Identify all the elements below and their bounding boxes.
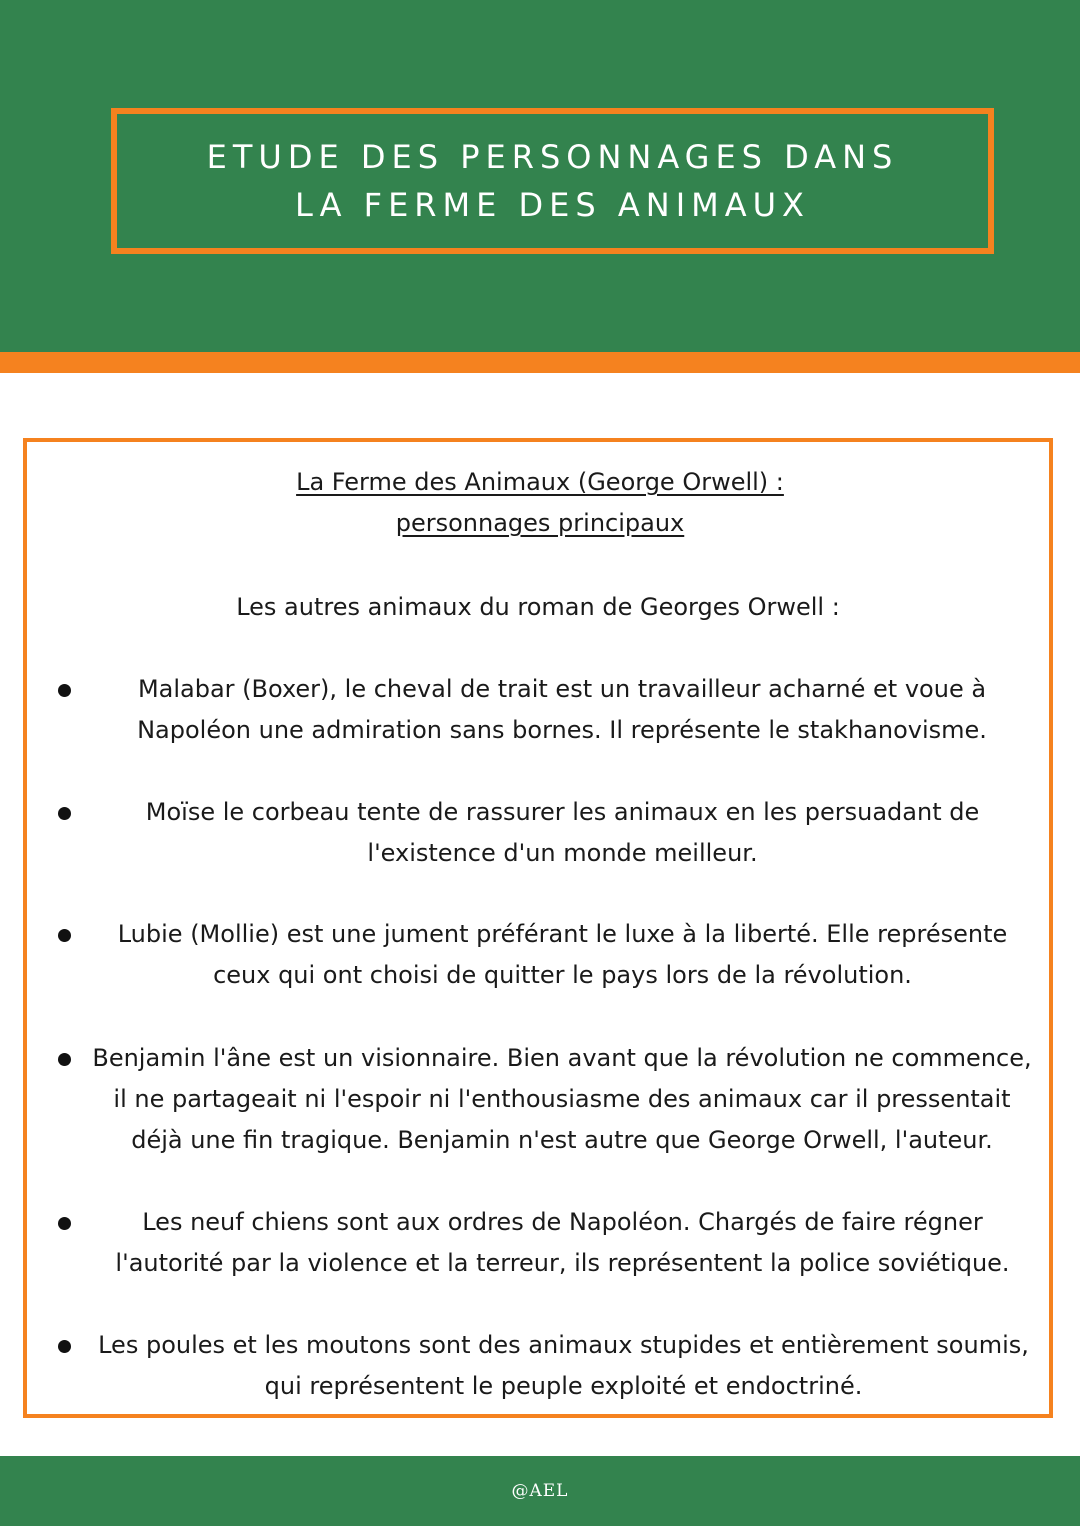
document-heading-line1: La Ferme des Animaux (George Orwell) : [296,468,784,496]
document-heading-line2: personnages principaux [395,509,685,537]
bullet-icon [58,1217,71,1230]
document-heading [0,462,1080,544]
list-item-text: Les neuf chiens sont aux ordres de Napoléon. Chargés de faire régner l'autorité par la violence et la terreur, ils représentent la police soviétique. [115,1208,1010,1277]
footer-bar [0,1456,1080,1526]
footer-handle: @AEL [511,1481,569,1501]
bullet-icon [58,807,71,820]
title-box [111,108,994,254]
page-title: ETUDE DES PERSONNAGES DANS LA FERME DES ANIMAUX [206,138,899,224]
header-accent-stripe [0,352,1080,373]
list-item-text: Benjamin l'âne est un visionnaire. Bien avant que la révolution ne commence, il ne partageait ni l'espoir ni l'enthousiasme des animaux car il pressentait déjà une fin tragique. Benjamin n'est autre que George Orwell, l'auteur. [92,1044,1032,1154]
bullet-icon [58,1340,71,1353]
bullet-icon [58,684,71,697]
list-item-text: Moïse le corbeau tente de rassurer les animaux en les persuadant de l'existence d'un monde meilleur. [145,798,980,867]
bullet-icon [58,1053,71,1066]
bullet-icon [58,929,71,942]
list-item-text: Malabar (Boxer), le cheval de trait est un travailleur acharné et voue à Napoléon une admiration sans bornes. Il représente le stakhanovisme. [137,675,987,744]
list-item-text: Lubie (Mollie) est une jument préférant le luxe à la liberté. Elle représente ceux qui ont choisi de quitter le pays lors de la révolution. [117,920,1008,989]
list-item-text: Les poules et les moutons sont des animaux stupides et entièrement soumis, qui représentent le peuple exploité et endoctriné. [98,1331,1029,1400]
intro-text: Les autres animaux du roman de Georges Orwell : [236,593,840,621]
